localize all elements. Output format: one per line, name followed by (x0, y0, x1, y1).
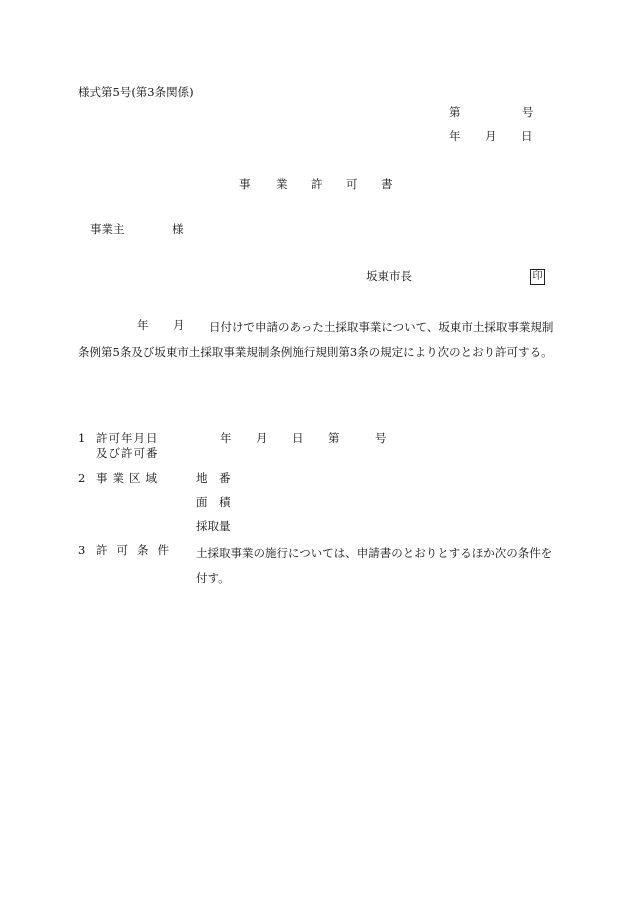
addressee-honorific: 様 (172, 222, 184, 236)
number-suffix: 号 (522, 105, 534, 119)
title-char-1: 事 (239, 177, 251, 191)
title-char-5: 書 (381, 177, 393, 191)
item2-sub-lot: 地 番 (196, 471, 231, 485)
item2-number: 2 (78, 471, 86, 485)
date-year: 年 (449, 129, 461, 143)
item1-day: 日 (292, 431, 304, 445)
body-month: 月 (173, 318, 185, 332)
form-label: 様式第5号(第3条関係) (78, 85, 194, 99)
item3-label: 許可条件 (96, 543, 178, 557)
seal-mark: 印 (530, 269, 545, 285)
item2-sub-area: 面 積 (196, 495, 231, 509)
item1-year: 年 (220, 431, 232, 445)
title-char-2: 業 (276, 177, 288, 191)
item1-label-line2: 及び許可番 (96, 446, 159, 460)
item1-month: 月 (256, 431, 268, 445)
item1-no-prefix: 第 (328, 431, 340, 445)
issuer-name: 坂東市長 (366, 269, 412, 283)
item1-no-suffix: 号 (375, 431, 387, 445)
item1-label-line1: 許可年月日 (96, 431, 159, 445)
date-day: 日 (521, 129, 533, 143)
item3-condition-text: 土採取事業の施行については、申請書のとおりとするほか次の条件を付す。 (196, 546, 553, 585)
number-prefix: 第 (449, 105, 461, 119)
body-text: 日付けで申請のあった土採取事業について、坂東市土採取事業規制条例第5条及び坂東市土採取事業規制条例施行規則第3条の規定により次のとおり許可する。 (78, 320, 554, 359)
date-month: 月 (485, 129, 497, 143)
body-year: 年 (137, 318, 149, 332)
item2-label: 事業区域 (96, 471, 162, 485)
item2-sub-volume: 採取量 (196, 519, 231, 533)
title-char-4: 可 (346, 177, 358, 191)
addressee-name: 事業主 (90, 222, 125, 236)
title-char-3: 許 (311, 177, 323, 191)
item1-number: 1 (78, 431, 86, 445)
item3-number: 3 (78, 543, 86, 557)
